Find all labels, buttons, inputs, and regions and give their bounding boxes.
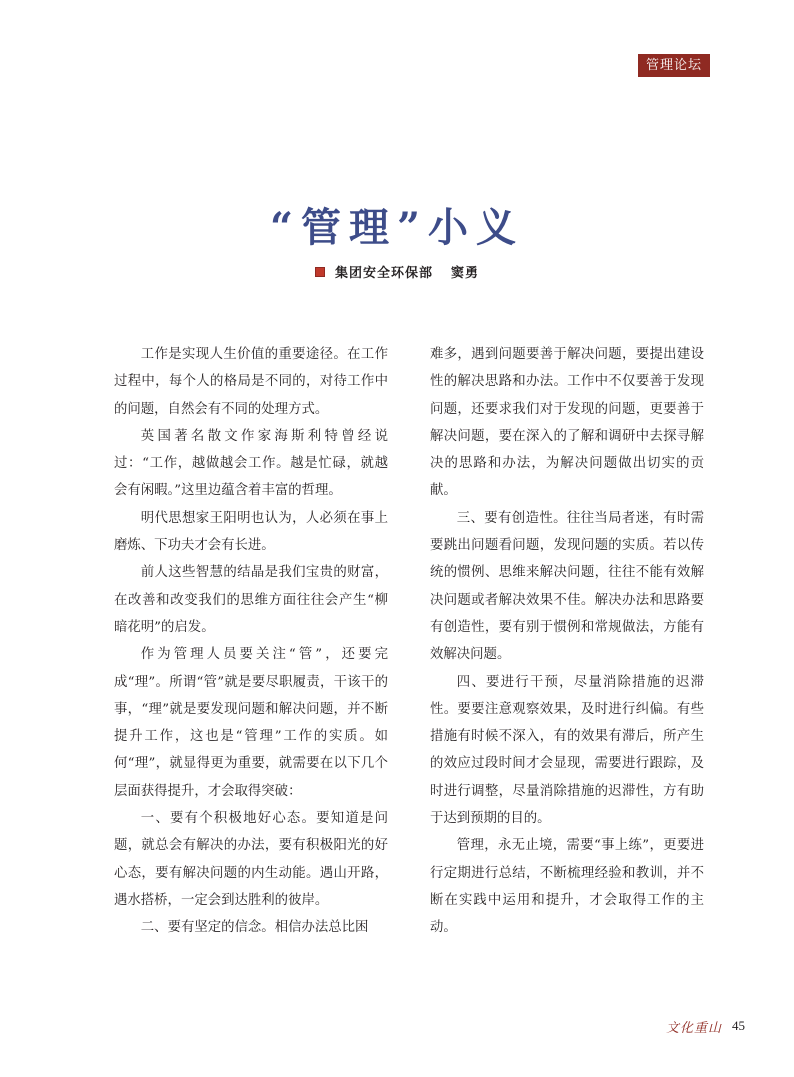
paragraph: 四、要进行干预，尽量消除措施的迟滞性。要要注意观察效果，及时进行纠偏。有些措施有时候不深入，有的效果有滞后，所产生的效应过段时间才会显现，需要进行跟踪，及时进行调整，尽量消除措施的迟滞性，方有助于达到预期的目的。 [430, 674, 704, 827]
paragraph: 一、要有个积极地好心态。要知道是问题，就总会有解决的办法，要有积极阳光的好心态，要有解决问题的内生动能。遇山开路，遇水搭桥，一定会到达胜利的彼岸。 [114, 811, 388, 908]
section-tag: 管理论坛 [638, 54, 710, 77]
paragraph: 作为管理人员要关注“管”，还要完成“理”。所谓“管”就是要尽职履责，干该干的事，“理”就是要发现问题和解决问题，并不断提升工作，这也是“管理”工作的实质。如何“理”，就显得更为重要，就需要在以下几个层面获得提升，才会取得突破： [114, 647, 388, 799]
paragraph: 工作是实现人生价值的重要途径。在工作过程中，每个人的格局是不同的，对待工作中的问题，自然会有不同的处理方式。 [114, 347, 388, 417]
paragraph: 英国著名散文作家海斯利特曾经说过：“工作，越做越会工作。越是忙碌，就越会有闲暇。”这里边蕴含着丰富的哲理。 [114, 428, 388, 499]
page-footer [666, 1016, 745, 1036]
paragraph: 明代思想家王阳明也认为，人必须在事上磨炼、下功夫才会有长进。 [114, 510, 388, 554]
page-number: 45 [732, 1018, 746, 1033]
paragraph: 三、要有创造性。往往当局者迷，有时需要跳出问题看问题，发现问题的实质。若以传统的惯例、思维来解决问题，往往不能有效解决问题或者解决效果不佳。解决办法和思路要有创造性，要有别于惯例和常规做法，方能有效解决问题。 [430, 510, 704, 663]
byline [0, 262, 794, 281]
article-title: “管理”小义 [269, 204, 524, 251]
paragraph: 管理，永无止境，需要“事上练”，更要进行定期进行总结，不断梳理经验和教训，并不断在实践中运用和提升，才会取得工作的主动。 [430, 838, 704, 936]
byline-department: 集团安全环保部 [334, 266, 433, 281]
right-column [430, 341, 704, 942]
paragraph: 二、要有坚定的信念。相信办法总比困 [140, 920, 369, 936]
byline-author: 窦勇 [451, 266, 480, 281]
square-bullet-icon [315, 267, 325, 277]
left-column [114, 341, 388, 942]
paragraph-continuation: 难多，遇到问题要善于解决问题，要提出建设性的解决思路和办法。工作中不仅要善于发现问题，还要求我们对于发现的问题，更要善于解决问题，要在深入的了解和调研中去探寻解决的思路和办法，为解决问题做出切实的贡献。 [430, 347, 704, 499]
magazine-logo: 文化重山 [666, 1020, 723, 1036]
paragraph: 前人这些智慧的结晶是我们宝贵的财富，在改善和改变我们的思维方面往往会产生“柳暗花明”的启发。 [114, 565, 388, 635]
